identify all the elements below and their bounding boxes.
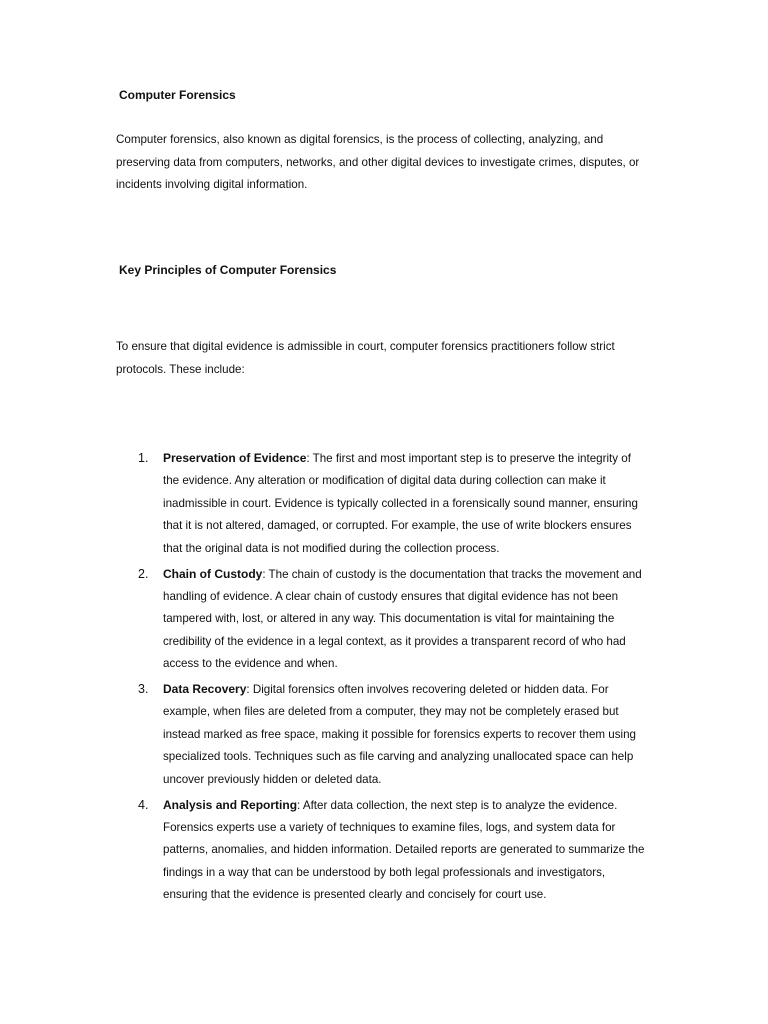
list-item-number: 3. <box>138 682 149 697</box>
list-item-number: 2. <box>138 566 149 581</box>
list-item <box>138 794 650 907</box>
list-item-term: Chain of Custody <box>163 566 263 581</box>
list-item <box>138 447 650 560</box>
list-item-text: : After data collection, the next step is to analyze the evidence. Forensics experts use a variety of techniques to examine files, logs, and system data for patterns, anomalies, and hidden information. Detailed reports are generated to summarize the findings in a way that can be understood by both legal professionals and investigators, ensuring that the evidence is presented clearly and concisely for court use. <box>163 798 645 902</box>
list-item-text: : The first and most important step is to preserve the integrity of the evidence. Any alteration or modification of digital data during collection can make it inadmissible in court. Evidence is typically collected in a forensically sound manner, ensuring that it is not altered, damaged, or corrupted. For example, the use of write blockers ensures that the original data is not modified during the collection process. <box>163 452 638 555</box>
list-item-term: Preservation of Evidence <box>163 451 307 465</box>
intro-paragraph: Computer forensics, also known as digital forensics, is the process of collecting, analyzing, and preserving data from computers, networks, and other digital devices to investigate crimes, disputes, or incidents involving digital information. <box>116 133 640 191</box>
lead-paragraph: To ensure that digital evidence is admissible in court, computer forensics practitioners follow strict protocols. These include: <box>116 340 615 376</box>
list-item <box>138 563 650 676</box>
list-item-text: : The chain of custody is the documentation that tracks the movement and handling of evidence. A clear chain of custody ensures that digital evidence has not been tampered with, lost, or altered in any way. This documentation is vital for maintaining the credibility of the evidence in a legal context, as it provides a transparent record of who had access to the evidence and when. <box>163 567 642 671</box>
list-item-term: Data Recovery <box>163 682 247 697</box>
page-title: Computer Forensics <box>119 88 236 102</box>
section-title: Key Principles of Computer Forensics <box>119 263 337 277</box>
list-item-term: Analysis and Reporting <box>163 797 298 812</box>
list-item-number: 4. <box>138 797 149 812</box>
list-item-number: 1. <box>138 451 149 465</box>
list-item-text: : Digital forensics often involves recovering deleted or hidden data. For example, when files are deleted from a computer, they may not be completely erased but instead marked as free space, making it possible for forensics experts to recover them using specialized tools. Techniques such as file carving and analyzing unallocated space can help uncover previously hidden or deleted data. <box>163 683 636 786</box>
list-item <box>138 678 650 791</box>
principles-list <box>138 447 650 909</box>
